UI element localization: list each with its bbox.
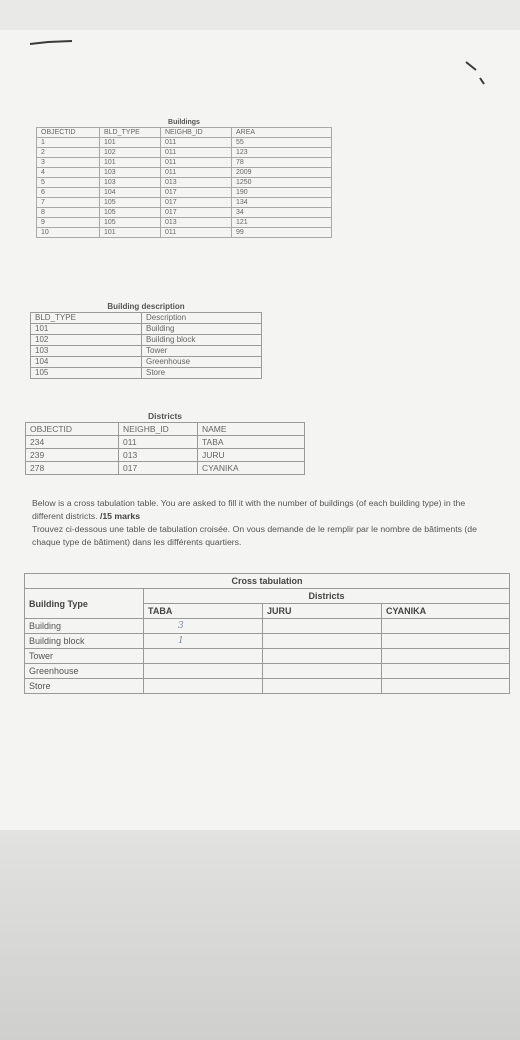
- neighb-id-cell: 017: [161, 198, 232, 208]
- instructions-english-text: Below is a cross tabulation table. You are asked to fill it with the number of buildings (of each building type) in the different districts.: [32, 498, 466, 521]
- column-juru: JURU: [263, 604, 382, 619]
- objectid-cell: 6: [37, 188, 100, 198]
- table-row: [37, 228, 332, 238]
- objectid-cell: 278: [26, 462, 119, 475]
- table-row: [25, 649, 510, 664]
- objectid-cell: 1: [37, 138, 100, 148]
- table-row: [37, 138, 332, 148]
- neighb-id-cell: 011: [161, 138, 232, 148]
- area-cell: 78: [232, 158, 332, 168]
- building-type-cell: Building: [25, 619, 144, 634]
- description-cell: Building: [142, 324, 262, 335]
- bld-type-cell: 103: [100, 178, 161, 188]
- building-type-cell: Greenhouse: [25, 664, 144, 679]
- bld-type-cell: 104: [100, 188, 161, 198]
- bld-type-cell: 101: [100, 228, 161, 238]
- name-cell: TABA: [198, 436, 305, 449]
- marks-label: /15 marks: [99, 511, 141, 521]
- table-row: [25, 634, 510, 649]
- table-row: [26, 436, 305, 449]
- table-row: [26, 449, 305, 462]
- bld-type-cell: 102: [31, 335, 142, 346]
- table-row: [25, 619, 510, 634]
- neighb-id-cell: 011: [161, 158, 232, 168]
- bld-type-cell: 101: [31, 324, 142, 335]
- juru-count-cell[interactable]: [263, 649, 382, 664]
- juru-count-cell[interactable]: [263, 634, 382, 649]
- table-row: [37, 178, 332, 188]
- neighb-id-cell: 013: [119, 449, 198, 462]
- area-cell: 190: [232, 188, 332, 198]
- area-cell: 121: [232, 218, 332, 228]
- bld-type-cell: 101: [100, 138, 161, 148]
- table-row: [37, 198, 332, 208]
- objectid-cell: 10: [37, 228, 100, 238]
- table-row: [26, 462, 305, 475]
- area-cell: 134: [232, 198, 332, 208]
- instructions: [32, 497, 494, 549]
- header-area: AREA: [232, 128, 332, 138]
- objectid-cell: 8: [37, 208, 100, 218]
- building-type-cell: Tower: [25, 649, 144, 664]
- name-cell: JURU: [198, 449, 305, 462]
- taba-count-cell[interactable]: [144, 649, 263, 664]
- neighb-id-cell: 011: [161, 228, 232, 238]
- building-description-title: Building description: [31, 302, 262, 313]
- building-type-cell: Store: [25, 679, 144, 694]
- bld-type-cell: 103: [100, 168, 161, 178]
- table-row: [37, 188, 332, 198]
- districts-group-header: Districts: [144, 589, 510, 604]
- districts-header-row: [26, 423, 305, 436]
- description-cell: Tower: [142, 346, 262, 357]
- buildings-table: [36, 118, 332, 238]
- table-row: [37, 148, 332, 158]
- objectid-cell: 9: [37, 218, 100, 228]
- bld-type-cell: 105: [31, 368, 142, 379]
- cyanika-count-cell[interactable]: [382, 649, 510, 664]
- background-top: [0, 0, 520, 30]
- buildings-header-row: [37, 128, 332, 138]
- juru-count-cell[interactable]: [263, 619, 382, 634]
- neighb-id-cell: 013: [161, 218, 232, 228]
- description-cell: Building block: [142, 335, 262, 346]
- table-row: [31, 335, 262, 346]
- header-bld-type: BLD_TYPE: [100, 128, 161, 138]
- pen-mark-left: [28, 38, 78, 48]
- cross-tab-title: Cross tabulation: [25, 574, 510, 589]
- description-cell: Store: [142, 368, 262, 379]
- header-description: Description: [142, 313, 262, 324]
- description-header-row: [31, 313, 262, 324]
- neighb-id-cell: 017: [161, 208, 232, 218]
- area-cell: 34: [232, 208, 332, 218]
- building-type-cell: Building block: [25, 634, 144, 649]
- description-cell: Greenhouse: [142, 357, 262, 368]
- bld-type-cell: 105: [100, 198, 161, 208]
- header-neighb-id: NEIGHB_ID: [161, 128, 232, 138]
- objectid-cell: 2: [37, 148, 100, 158]
- objectid-cell: 239: [26, 449, 119, 462]
- taba-count-cell[interactable]: [144, 664, 263, 679]
- neighb-id-cell: 011: [161, 168, 232, 178]
- juru-count-cell[interactable]: [263, 664, 382, 679]
- column-taba: TABA: [144, 604, 263, 619]
- name-cell: CYANIKA: [198, 462, 305, 475]
- table-row: [31, 368, 262, 379]
- building-type-header: Building Type: [25, 589, 144, 619]
- header-name: NAME: [198, 423, 305, 436]
- header-objectid: OBJECTID: [26, 423, 119, 436]
- cyanika-count-cell[interactable]: [382, 619, 510, 634]
- table-row: [31, 357, 262, 368]
- taba-count-cell[interactable]: 1: [144, 634, 263, 649]
- neighb-id-cell: 013: [161, 178, 232, 188]
- cyanika-count-cell[interactable]: [382, 634, 510, 649]
- neighb-id-cell: 017: [119, 462, 198, 475]
- bld-type-cell: 105: [100, 208, 161, 218]
- juru-count-cell[interactable]: [263, 679, 382, 694]
- bld-type-cell: 102: [100, 148, 161, 158]
- objectid-cell: 3: [37, 158, 100, 168]
- neighb-id-cell: 011: [119, 436, 198, 449]
- background-surface: [0, 830, 520, 1040]
- table-row: [37, 158, 332, 168]
- table-row: [31, 324, 262, 335]
- area-cell: 2009: [232, 168, 332, 178]
- area-cell: 123: [232, 148, 332, 158]
- districts-title: Districts: [26, 410, 305, 423]
- buildings-title: Buildings: [37, 118, 332, 128]
- cyanika-count-cell[interactable]: [382, 664, 510, 679]
- header-neighb-id: NEIGHB_ID: [119, 423, 198, 436]
- objectid-cell: 234: [26, 436, 119, 449]
- bld-type-cell: 105: [100, 218, 161, 228]
- cross-tabulation-table: [24, 573, 510, 694]
- header-objectid: OBJECTID: [37, 128, 100, 138]
- taba-count-cell[interactable]: [144, 679, 263, 694]
- districts-table: [25, 410, 305, 475]
- bld-type-cell: 104: [31, 357, 142, 368]
- header-bld-type: BLD_TYPE: [31, 313, 142, 324]
- area-cell: 1250: [232, 178, 332, 188]
- taba-count-cell[interactable]: 3: [144, 619, 263, 634]
- table-row: [37, 208, 332, 218]
- neighb-id-cell: 011: [161, 148, 232, 158]
- cyanika-count-cell[interactable]: [382, 679, 510, 694]
- bld-type-cell: 103: [31, 346, 142, 357]
- instructions-english: [32, 497, 494, 523]
- table-row: [37, 218, 332, 228]
- instructions-french: Trouvez ci-dessous une table de tabulation croisée. On vous demande de le remplir par le nombre de bâtiments (de chaque type de bâtiment) dans les différents quartiers.: [32, 524, 477, 547]
- table-row: [31, 346, 262, 357]
- objectid-cell: 7: [37, 198, 100, 208]
- area-cell: 55: [232, 138, 332, 148]
- objectid-cell: 4: [37, 168, 100, 178]
- pen-mark-right: [462, 58, 492, 88]
- neighb-id-cell: 017: [161, 188, 232, 198]
- table-row: [25, 664, 510, 679]
- bld-type-cell: 101: [100, 158, 161, 168]
- column-cyanika: CYANIKA: [382, 604, 510, 619]
- table-row: [25, 679, 510, 694]
- area-cell: 99: [232, 228, 332, 238]
- table-row: [37, 168, 332, 178]
- building-description-table: [30, 302, 262, 379]
- objectid-cell: 5: [37, 178, 100, 188]
